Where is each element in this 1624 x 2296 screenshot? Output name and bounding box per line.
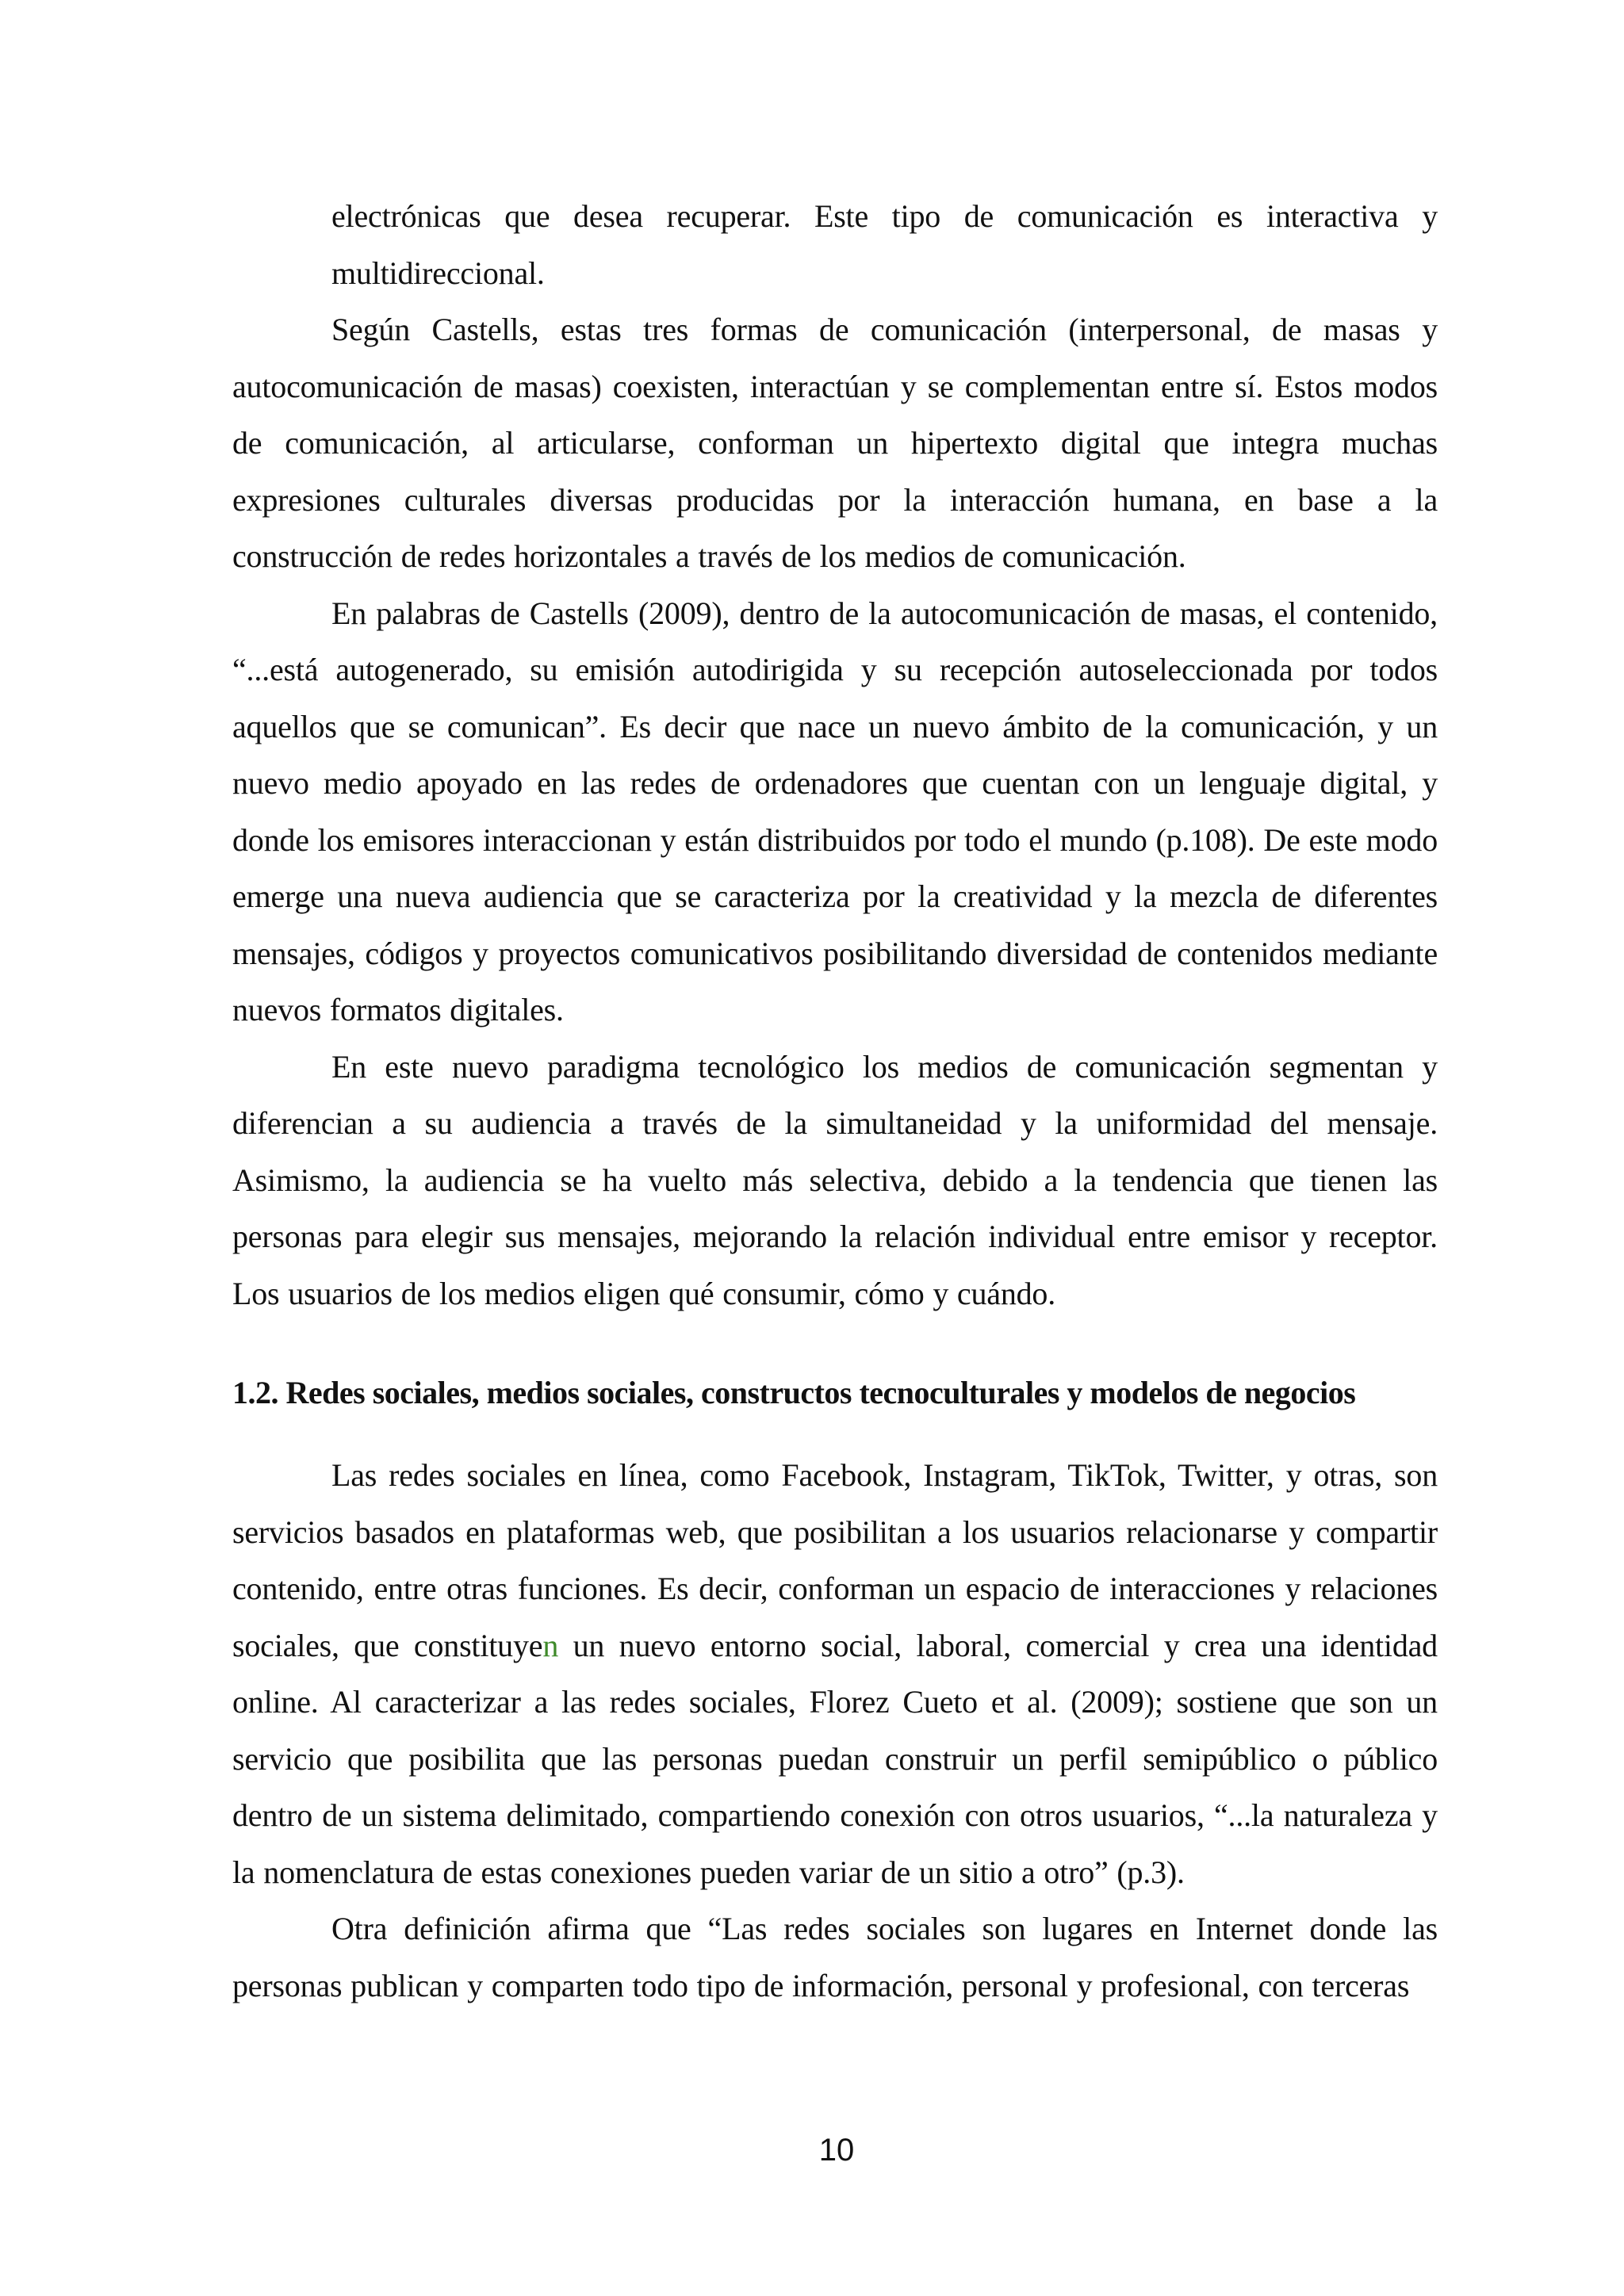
paragraph-autocomunicacion: En palabras de Castells (2009), dentro de la autocomunicación de masas, el contenido, “...está autogenerado, su emisión autodirigida y su recepción autoseleccionada por todos aquellos que se comunican”. Es decir que nace un nuevo ámbito de la comunicación, y un nuevo medio apoyado en las redes de ordenadores que cuentan con un lenguaje digital, y donde los emisores interaccionan y están distribuidos por todo el mundo (p.108). De este modo emerge una nueva audiencia que se caracteriza por la creatividad y la mezcla de diferentes mensajes, códigos y proyectos comunicativos posibilitando diversidad de contenidos mediante nuevos formatos digitales. xyxy=(232,595,1438,1027)
body-text-top xyxy=(232,188,1438,1322)
paragraph-redes-part-2: un nuevo entorno social, laboral, comercial y crea una identidad online. Al caracterizar a las redes sociales, Florez Cueto et al. (2009); sostiene que son un servicio que posibilita que las personas puedan construir un perfil semipúblico o público dentro de un sistema delimitado, compartiendo conexión con otros usuarios, “...la naturaleza y la nomenclatura de estas conexiones pueden variar de un sitio a otro” (p.3). xyxy=(232,1627,1438,1890)
body-text-bottom xyxy=(232,1447,1438,2014)
paragraph-paradigma: En este nuevo paradigma tecnológico los medios de comunicación segmentan y diferencian a su audiencia a través de la simultaneidad y la uniformidad del mensaje. Asimismo, la audiencia se ha vuelto más selectiva, debido a la tendencia que tienen las personas para elegir sus mensajes, mejorando la relación individual entre emisor y receptor. Los usuarios de los medios eligen qué consumir, cómo y cuándo. xyxy=(232,1048,1438,1311)
green-letter: n xyxy=(542,1627,559,1663)
paragraph-otra-definicion: Otra definición afirma que “Las redes sociales son lugares en Internet donde las personas publican y comparten todo tipo de información, personal y profesional, con terceras xyxy=(232,1911,1438,2003)
paragraph-castells-forms: Según Castells, estas tres formas de comunicación (interpersonal, de masas y autocomunicación de masas) coexisten, interactúan y se complementan entre sí. Estos modos de comunicación, al articularse, conforman un hipertexto digital que integra muchas expresiones culturales diversas producidas por la interacción humana, en base a la construcción de redes horizontales a través de los medios de comunicación. xyxy=(232,312,1438,574)
paragraph-redes-part-1: Las redes sociales en línea, como Facebook, Instagram, TikTok, Twitter, y otras, son servicios basados en plataformas web, que posibilitan a los usuarios relacionarse y compartir contenido, entre otras funciones. Es decir, conforman un espacio de interacciones y relaciones sociales, que constituye xyxy=(232,1457,1438,1663)
continuation-paragraph: electrónicas que desea recuperar. Este tipo de comunicación es interactiva y multidireccional. xyxy=(331,198,1438,291)
paragraph-redes-sociales xyxy=(232,1447,1438,1900)
section-heading: 1.2. Redes sociales, medios sociales, constructos tecnoculturales y modelos de negocios xyxy=(232,1375,1356,1410)
page-number: 10 xyxy=(818,2133,855,2168)
